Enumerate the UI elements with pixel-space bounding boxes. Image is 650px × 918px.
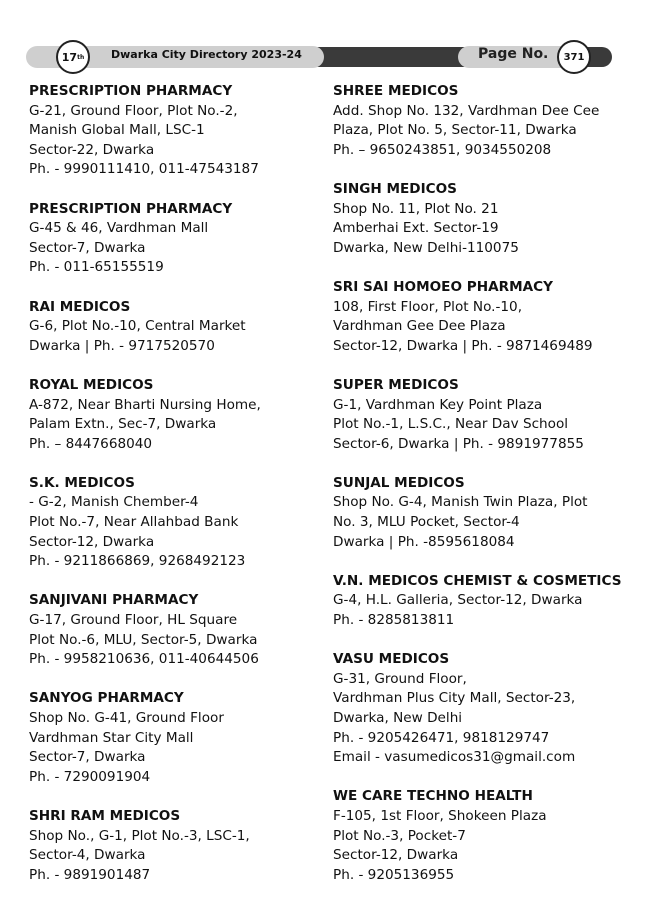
entry-line: Amberhai Ext. Sector-19: [333, 220, 499, 237]
entry-line: Vardhman Star City Mall: [29, 729, 194, 746]
entry-name: SANYOG PHARMACY: [29, 690, 184, 707]
entry-name: SINGH MEDICOS: [333, 180, 457, 197]
directory-entry: [333, 474, 633, 552]
entry-line: Vardhman Gee Dee Plaza: [333, 318, 506, 335]
directory-entry: [29, 474, 319, 572]
page-number: 371: [557, 40, 591, 74]
directory-entry: [29, 298, 319, 357]
entry-line: Shop No., G-1, Plot No.-3, LSC-1,: [29, 827, 250, 844]
entry-name: PRESCRIPTION PHARMACY: [29, 200, 233, 217]
entry-name: SUPER MEDICOS: [333, 376, 459, 393]
entry-line: Sector-6, Dwarka | Ph. - 9891977855: [333, 435, 584, 452]
entry-name: SHRI RAM MEDICOS: [29, 807, 181, 824]
entry-line: G-21, Ground Floor, Plot No.-2,: [29, 102, 238, 119]
entry-line: Dwarka, New Delhi-110075: [333, 239, 519, 256]
entry-line: Ph. - 9990111410, 011-47543187: [29, 161, 259, 178]
entry-line: Ph. - 8285813811: [333, 612, 455, 629]
entry-line: Plot No.-7, Near Allahbad Bank: [29, 514, 239, 531]
directory-entry: [29, 689, 319, 787]
entry-line: Dwarka | Ph. - 9717520570: [29, 337, 215, 354]
entry-line: Sector-4, Dwarka: [29, 847, 146, 864]
entry-line: Ph. - 011-65155519: [29, 259, 164, 276]
entry-name: VASU MEDICOS: [333, 651, 450, 668]
directory-entry: [333, 787, 633, 885]
directory-title: Dwarka City Directory 2023-24: [111, 48, 302, 61]
entry-line: Dwarka, New Delhi: [333, 710, 463, 726]
entry-line: Plot No.-1, L.S.C., Near Dav School: [333, 416, 569, 433]
directory-entry: [333, 180, 633, 258]
entry-line: Ph. - 9891901487: [29, 866, 151, 883]
entry-name: WE CARE TECHNO HEALTH: [333, 788, 533, 805]
directory-entry: [333, 650, 633, 768]
directory-entry: [29, 82, 319, 180]
entry-line: No. 3, MLU Pocket, Sector-4: [333, 514, 520, 531]
entry-line: Ph. - 9211866869, 9268492123: [29, 553, 246, 570]
entry-line: Sector-7, Dwarka: [29, 239, 146, 256]
entry-line: - G-2, Manish Chember-4: [29, 494, 199, 511]
entry-line: Manish Global Mall, LSC-1: [29, 122, 205, 139]
directory-entry: [29, 591, 319, 669]
entry-line: A-872, Near Bharti Nursing Home,: [29, 396, 261, 413]
entry-line: Add. Shop No. 132, Vardhman Dee Cee: [333, 102, 600, 119]
entry-line: G-4, H.L. Galleria, Sector-12, Dwarka: [333, 592, 583, 609]
directory-entry: [29, 376, 319, 454]
entry-line: Shop No. G-4, Manish Twin Plaza, Plot: [333, 494, 588, 511]
edition-number: 17: [61, 50, 78, 64]
directory-entry: [29, 807, 319, 885]
entry-name: SANJIVANI PHARMACY: [29, 592, 199, 609]
entry-line: Ph. - 9958210636, 011-40644506: [29, 651, 259, 668]
entry-line: Ph. – 9650243851, 9034550208: [333, 141, 552, 158]
entry-line: Sector-12, Dwarka: [29, 533, 155, 550]
edition-badge: [56, 40, 90, 74]
directory-entry: [333, 278, 633, 356]
entry-line: Dwarka | Ph. -8595618084: [333, 533, 515, 550]
entry-line: Plaza, Plot No. 5, Sector-11, Dwarka: [333, 122, 577, 139]
entry-line: Sector-12, Dwarka: [333, 847, 459, 864]
page-header: [26, 40, 622, 74]
entry-line: Ph. - 9205426471, 9818129747: [333, 729, 550, 746]
entry-name: SUNJAL MEDICOS: [333, 474, 465, 491]
entry-line: Ph. - 7290091904: [29, 768, 151, 785]
left-column: [29, 82, 319, 905]
entry-line: Palam Extn., Sec-7, Dwarka: [29, 416, 217, 433]
entry-line: G-6, Plot No.-10, Central Market: [29, 318, 246, 335]
entry-name: RAI MEDICOS: [29, 298, 131, 315]
directory-entry: [333, 376, 633, 454]
entry-line: Shop No. 11, Plot No. 21: [333, 200, 499, 217]
entry-name: S.K. MEDICOS: [29, 474, 135, 491]
page-label: Page No.: [478, 46, 549, 62]
entry-line: Vardhman Plus City Mall, Sector-23,: [333, 690, 576, 707]
entry-name: SRI SAI HOMOEO PHARMACY: [333, 278, 553, 295]
edition-suffix: th: [77, 53, 85, 61]
entry-line: G-17, Ground Floor, HL Square: [29, 612, 238, 629]
entry-line: 108, First Floor, Plot No.-10,: [333, 298, 523, 315]
entry-line: Email - vasumedicos31@gmail.com: [333, 749, 576, 766]
entry-name: ROYAL MEDICOS: [29, 376, 154, 393]
entry-name: PRESCRIPTION PHARMACY: [29, 83, 233, 99]
entry-line: Ph. – 8447668040: [29, 435, 153, 452]
entry-line: Shop No. G-41, Ground Floor: [29, 710, 224, 726]
entry-line: Sector-22, Dwarka: [29, 141, 155, 158]
entry-line: G-45 & 46, Vardhman Mall: [29, 220, 209, 237]
entry-line: G-1, Vardhman Key Point Plaza: [333, 396, 543, 413]
entry-line: G-31, Ground Floor,: [333, 670, 467, 687]
entry-line: Plot No.-3, Pocket-7: [333, 827, 466, 844]
entry-line: Sector-7, Dwarka: [29, 749, 146, 766]
directory-entry: [333, 82, 633, 160]
entry-line: Sector-12, Dwarka | Ph. - 9871469489: [333, 337, 593, 354]
directory-entry: [333, 572, 633, 631]
right-column: [333, 82, 633, 905]
entry-name: V.N. MEDICOS CHEMIST & COSMETICS: [333, 572, 622, 589]
entry-line: Ph. - 9205136955: [333, 866, 455, 883]
entry-line: Plot No.-6, MLU, Sector-5, Dwarka: [29, 631, 258, 648]
directory-entry: [29, 200, 319, 278]
entry-name: SHREE MEDICOS: [333, 83, 459, 99]
entry-line: F-105, 1st Floor, Shokeen Plaza: [333, 807, 547, 824]
